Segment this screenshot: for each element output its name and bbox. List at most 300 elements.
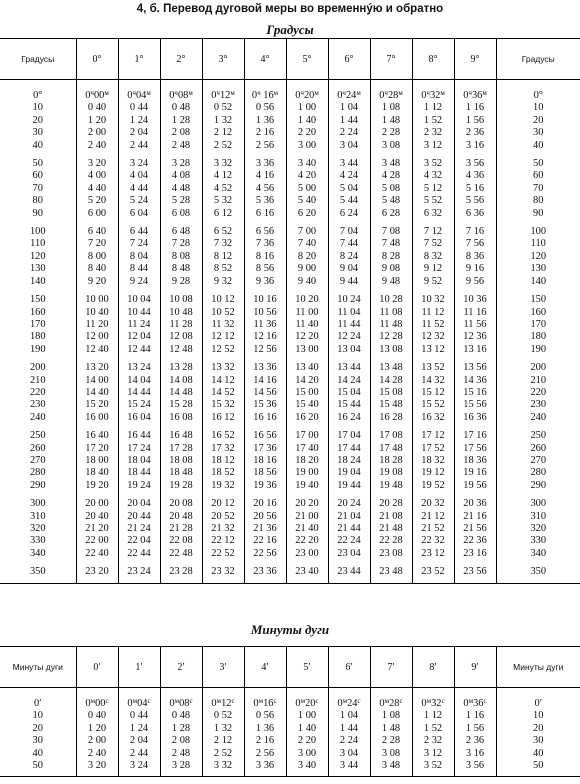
degrees-value-cell: 9 24 bbox=[118, 276, 160, 288]
minutes-spacer-cell bbox=[454, 772, 496, 777]
degrees-value-cell: 12 40 bbox=[76, 344, 118, 356]
degrees-value-cell: 20 08 bbox=[160, 498, 202, 510]
degrees-value-cell: 16 56 bbox=[244, 430, 286, 442]
minutes-table bbox=[0, 646, 580, 777]
degrees-value-cell: 15 32 bbox=[202, 399, 244, 411]
degrees-value-cell: 12 24 bbox=[328, 331, 370, 343]
degrees-column-header: 1° bbox=[118, 39, 160, 80]
degrees-value-cell: 11 00 bbox=[286, 307, 328, 319]
degrees-row-label: 270 bbox=[29, 454, 46, 466]
minutes-spacer-cell bbox=[244, 772, 286, 777]
degrees-value-cell: 5 48 bbox=[370, 195, 412, 207]
degrees-row-label: 140 bbox=[29, 275, 46, 287]
degrees-value-cell: 15 28 bbox=[160, 399, 202, 411]
degrees-value-cell: 9 48 bbox=[370, 276, 412, 288]
degrees-value-cell: 5 00 bbox=[286, 183, 328, 195]
degrees-value-cell: 6 52 bbox=[202, 226, 244, 238]
minutes-value-cell: 3 40 bbox=[286, 760, 328, 772]
degrees-value-cell: 18 32 bbox=[412, 455, 454, 467]
degrees-spacer-cell bbox=[412, 579, 454, 584]
degrees-value-cell: 5 12 bbox=[412, 183, 454, 195]
degrees-value-cell: 2 36 bbox=[454, 127, 496, 139]
degrees-spacer-row bbox=[0, 80, 580, 91]
degrees-value-cell: 20 04 bbox=[118, 498, 160, 510]
degrees-value-cell: 19 12 bbox=[412, 467, 454, 479]
degrees-value-cell: 9 12 bbox=[412, 263, 454, 275]
degrees-value-cell: 18 04 bbox=[118, 455, 160, 467]
degrees-value-cell: 23 28 bbox=[160, 566, 202, 578]
degrees-value-cell: 7 48 bbox=[370, 238, 412, 250]
degrees-value-cell: 4 12 bbox=[202, 170, 244, 182]
degrees-row-label-right: 100 bbox=[496, 226, 580, 238]
degrees-value-cell: 19 24 bbox=[118, 480, 160, 492]
degrees-row bbox=[0, 399, 580, 411]
degrees-value-cell: 16 36 bbox=[454, 412, 496, 424]
degrees-value-cell: 0 40 bbox=[76, 102, 118, 114]
degrees-value-cell: 6 44 bbox=[118, 226, 160, 238]
degrees-value-cell: 1 44 bbox=[328, 115, 370, 127]
degrees-value-cell: 8 08 bbox=[160, 251, 202, 263]
degrees-value-cell: 7 44 bbox=[328, 238, 370, 250]
degrees-value-cell: 3 40 bbox=[286, 158, 328, 170]
minutes-row-label: 50 bbox=[32, 760, 43, 772]
minutes-value-cell: 1 56 bbox=[454, 723, 496, 735]
degrees-value-cell: 14 44 bbox=[118, 387, 160, 399]
degrees-value-cell: 17 32 bbox=[202, 443, 244, 455]
minutes-row-label: 20 bbox=[32, 722, 43, 734]
degrees-row bbox=[0, 535, 580, 547]
degrees-row-label: 150 bbox=[29, 294, 46, 306]
degrees-value-cell: 18 56 bbox=[244, 467, 286, 479]
degrees-value-cell: 5 24 bbox=[118, 195, 160, 207]
minutes-value-cell: 2 04 bbox=[118, 735, 160, 747]
degrees-value-cell: 2 28 bbox=[370, 127, 412, 139]
degrees-value-cell: 22 32 bbox=[412, 535, 454, 547]
degrees-row bbox=[0, 430, 580, 442]
degrees-value-cell: 4 20 bbox=[286, 170, 328, 182]
minutes-value-cell: 1 12 bbox=[412, 710, 454, 722]
degrees-value-cell: $0^ч24^м$ bbox=[328, 90, 370, 102]
degrees-row-label: 30 bbox=[32, 127, 43, 139]
degrees-header-row bbox=[0, 39, 580, 80]
degrees-value-cell: 15 52 bbox=[412, 399, 454, 411]
degrees-row-label: 340 bbox=[29, 547, 46, 559]
degrees-value-cell: $0^ч36^м$ bbox=[454, 90, 496, 102]
minutes-value-cell: 1 20 bbox=[76, 723, 118, 735]
minutes-value-cell: 2 08 bbox=[160, 735, 202, 747]
degrees-value-cell: 22 12 bbox=[202, 535, 244, 547]
degrees-value-cell: 20 32 bbox=[412, 498, 454, 510]
minutes-spacer-cell bbox=[454, 688, 496, 699]
degrees-value-cell: 9 52 bbox=[412, 276, 454, 288]
degrees-value-cell: 16 08 bbox=[160, 412, 202, 424]
degrees-row bbox=[0, 387, 580, 399]
degrees-row-label: 220 bbox=[29, 386, 46, 398]
degrees-row bbox=[0, 331, 580, 343]
minutes-spacer-cell bbox=[412, 772, 454, 777]
degrees-value-cell: 11 40 bbox=[286, 319, 328, 331]
minutes-value-cell: 3 00 bbox=[286, 748, 328, 760]
minutes-spacer-cell bbox=[496, 688, 580, 699]
minutes-spacer-cell bbox=[76, 688, 118, 699]
minutes-subtitle: Минуты дуги bbox=[250, 622, 330, 637]
minutes-left-header: Минуты дуги bbox=[0, 647, 76, 688]
degrees-value-cell: 4 52 bbox=[202, 183, 244, 195]
degrees-value-cell: $0^ч20^м$ bbox=[286, 90, 328, 102]
degrees-value-cell: 1 12 bbox=[412, 102, 454, 114]
minutes-spacer-cell bbox=[370, 688, 412, 699]
degrees-row-label-right: 70 bbox=[496, 183, 580, 195]
degrees-value-cell: 0 56 bbox=[244, 102, 286, 114]
degrees-value-cell: 17 40 bbox=[286, 443, 328, 455]
minutes-spacer-cell bbox=[118, 688, 160, 699]
degrees-value-cell: 10 48 bbox=[160, 307, 202, 319]
degrees-value-cell: 14 48 bbox=[160, 387, 202, 399]
degrees-row-label-right: 20 bbox=[496, 115, 580, 127]
minutes-value-cell: 3 52 bbox=[412, 760, 454, 772]
degrees-spacer-cell bbox=[0, 579, 76, 584]
degrees-row bbox=[0, 127, 580, 139]
degrees-value-cell: 4 28 bbox=[370, 170, 412, 182]
minutes-row bbox=[0, 723, 580, 735]
degrees-row-label-right: 220 bbox=[496, 387, 580, 399]
degrees-value-cell: 21 28 bbox=[160, 523, 202, 535]
degrees-spacer-cell bbox=[118, 80, 160, 91]
degrees-value-cell: $0^ч32^м$ bbox=[412, 90, 454, 102]
degrees-value-cell: 21 56 bbox=[454, 523, 496, 535]
degrees-value-cell: 8 00 bbox=[76, 251, 118, 263]
degrees-value-cell: 8 36 bbox=[454, 251, 496, 263]
minutes-column-header: 5′ bbox=[286, 647, 328, 688]
degrees-value-cell: 22 00 bbox=[76, 535, 118, 547]
degrees-value-cell: 2 00 bbox=[76, 127, 118, 139]
degrees-row-label: 120 bbox=[29, 250, 46, 262]
degrees-value-cell: 15 44 bbox=[328, 399, 370, 411]
degrees-row-label: 40 bbox=[32, 139, 43, 151]
degrees-row-label-right: 340 bbox=[496, 548, 580, 560]
degrees-row-label: 10 bbox=[32, 102, 43, 114]
degrees-value-cell: $0^ч08^м$ bbox=[160, 90, 202, 102]
degrees-value-cell: 10 36 bbox=[454, 294, 496, 306]
minutes-row bbox=[0, 760, 580, 772]
degrees-column-header: 2° bbox=[160, 39, 202, 80]
degrees-value-cell: 6 00 bbox=[76, 208, 118, 220]
degrees-column-header: 3° bbox=[202, 39, 244, 80]
degrees-value-cell: 17 04 bbox=[328, 430, 370, 442]
degrees-row-label-right: 300 bbox=[496, 498, 580, 510]
degrees-row-label: 160 bbox=[29, 306, 46, 318]
degrees-value-cell: 4 44 bbox=[118, 183, 160, 195]
degrees-value-cell: 13 40 bbox=[286, 362, 328, 374]
degrees-row-label-right: 10 bbox=[496, 102, 580, 114]
degrees-value-cell: 6 36 bbox=[454, 208, 496, 220]
degrees-row-label: 300 bbox=[29, 498, 46, 510]
minutes-spacer-cell bbox=[496, 772, 580, 777]
degrees-row bbox=[0, 102, 580, 114]
degrees-value-cell: 14 20 bbox=[286, 375, 328, 387]
degrees-row-label-right: 230 bbox=[496, 399, 580, 411]
degrees-row-label-right: 320 bbox=[496, 523, 580, 535]
minutes-spacer-row bbox=[0, 688, 580, 699]
minutes-row-label: 0′ bbox=[34, 698, 42, 709]
minutes-value-cell: 2 36 bbox=[454, 735, 496, 747]
degrees-value-cell: 22 24 bbox=[328, 535, 370, 547]
degrees-value-cell: 5 40 bbox=[286, 195, 328, 207]
minutes-value-cell: 3 28 bbox=[160, 760, 202, 772]
degrees-value-cell: 9 56 bbox=[454, 276, 496, 288]
degrees-value-cell: 11 24 bbox=[118, 319, 160, 331]
degrees-value-cell: 19 20 bbox=[76, 480, 118, 492]
degrees-value-cell: 8 32 bbox=[412, 251, 454, 263]
degrees-value-cell: 20 20 bbox=[286, 498, 328, 510]
minutes-value-cell: 0 44 bbox=[118, 710, 160, 722]
degrees-row-label-right: 310 bbox=[496, 511, 580, 523]
degrees-value-cell: 16 16 bbox=[244, 412, 286, 424]
minutes-value-cell: 2 16 bbox=[244, 735, 286, 747]
degrees-spacer-cell bbox=[454, 80, 496, 91]
degrees-value-cell: 9 08 bbox=[370, 263, 412, 275]
degrees-value-cell: 13 48 bbox=[370, 362, 412, 374]
minutes-value-cell: 3 48 bbox=[370, 760, 412, 772]
degrees-spacer-cell bbox=[496, 80, 580, 91]
degrees-value-cell: 21 36 bbox=[244, 523, 286, 535]
degrees-spacer-cell bbox=[412, 80, 454, 91]
degrees-row bbox=[0, 480, 580, 492]
degrees-value-cell: 11 12 bbox=[412, 307, 454, 319]
degrees-value-cell: 9 40 bbox=[286, 276, 328, 288]
degrees-value-cell: 14 12 bbox=[202, 375, 244, 387]
degrees-value-cell: 18 40 bbox=[76, 467, 118, 479]
degrees-value-cell: 4 24 bbox=[328, 170, 370, 182]
minutes-value-cell: 1 24 bbox=[118, 723, 160, 735]
degrees-row bbox=[0, 412, 580, 424]
minutes-spacer-cell bbox=[328, 772, 370, 777]
degrees-value-cell: 6 56 bbox=[244, 226, 286, 238]
degrees-value-cell: 22 36 bbox=[454, 535, 496, 547]
degrees-spacer-cell bbox=[454, 579, 496, 584]
degrees-spacer-cell bbox=[76, 579, 118, 584]
degrees-value-cell: 23 16 bbox=[454, 548, 496, 560]
degrees-row bbox=[0, 158, 580, 170]
minutes-spacer-cell bbox=[160, 772, 202, 777]
degrees-spacer-row bbox=[0, 579, 580, 584]
degrees-value-cell: 2 24 bbox=[328, 127, 370, 139]
degrees-value-cell: 9 36 bbox=[244, 276, 286, 288]
degrees-value-cell: 13 16 bbox=[454, 344, 496, 356]
degrees-value-cell: 7 32 bbox=[202, 238, 244, 250]
degrees-spacer-cell bbox=[328, 80, 370, 91]
degrees-row-label-right: 270 bbox=[496, 455, 580, 467]
degrees-value-cell: 3 16 bbox=[454, 140, 496, 152]
minutes-spacer-cell bbox=[244, 688, 286, 699]
minutes-body bbox=[0, 688, 580, 777]
degrees-row-label-right: 250 bbox=[496, 430, 580, 442]
degrees-row bbox=[0, 319, 580, 331]
degrees-value-cell: 15 56 bbox=[454, 399, 496, 411]
minutes-spacer-cell bbox=[286, 688, 328, 699]
minutes-row-label: 40 bbox=[32, 747, 43, 759]
degrees-value-cell: 18 20 bbox=[286, 455, 328, 467]
degrees-value-cell: 5 32 bbox=[202, 195, 244, 207]
degrees-value-cell: 21 20 bbox=[76, 523, 118, 535]
degrees-value-cell: 21 24 bbox=[118, 523, 160, 535]
minutes-value-cell: 3 08 bbox=[370, 748, 412, 760]
degrees-value-cell: 21 08 bbox=[370, 511, 412, 523]
degrees-left-header: Градусы bbox=[0, 39, 76, 80]
degrees-value-cell: 14 28 bbox=[370, 375, 412, 387]
degrees-value-cell: 19 08 bbox=[370, 467, 412, 479]
degrees-row-label-right: 40 bbox=[496, 140, 580, 152]
degrees-value-cell: 11 32 bbox=[202, 319, 244, 331]
degrees-value-cell: 14 08 bbox=[160, 375, 202, 387]
minutes-value-cell: $0^м08^с$ bbox=[160, 698, 202, 710]
degrees-row bbox=[0, 362, 580, 374]
degrees-value-cell: 21 16 bbox=[454, 511, 496, 523]
degrees-row bbox=[0, 140, 580, 152]
degrees-value-cell: 7 12 bbox=[412, 226, 454, 238]
degrees-value-cell: 6 20 bbox=[286, 208, 328, 220]
degrees-value-cell: 10 56 bbox=[244, 307, 286, 319]
degrees-value-cell: 16 04 bbox=[118, 412, 160, 424]
degrees-value-cell: 14 52 bbox=[202, 387, 244, 399]
degrees-value-cell: 19 48 bbox=[370, 480, 412, 492]
degrees-value-cell: 22 48 bbox=[160, 548, 202, 560]
minutes-value-cell: 3 04 bbox=[328, 748, 370, 760]
minutes-spacer-cell bbox=[0, 772, 76, 777]
degrees-value-cell: 23 32 bbox=[202, 566, 244, 578]
minutes-spacer-cell bbox=[412, 688, 454, 699]
degrees-value-cell: 19 36 bbox=[244, 480, 286, 492]
degrees-value-cell: 19 40 bbox=[286, 480, 328, 492]
degrees-value-cell: 1 32 bbox=[202, 115, 244, 127]
degrees-value-cell: 8 24 bbox=[328, 251, 370, 263]
minutes-value-cell: 1 00 bbox=[286, 710, 328, 722]
degrees-row-label: 210 bbox=[29, 374, 46, 386]
degrees-row-label: 0° bbox=[33, 90, 43, 101]
degrees-row-label: 170 bbox=[29, 318, 46, 330]
degrees-value-cell: 22 20 bbox=[286, 535, 328, 547]
degrees-value-cell: 20 44 bbox=[118, 511, 160, 523]
minutes-value-cell: $0^м32^с$ bbox=[412, 698, 454, 710]
degrees-value-cell: 1 40 bbox=[286, 115, 328, 127]
degrees-value-cell: 13 52 bbox=[412, 362, 454, 374]
degrees-spacer-cell bbox=[328, 579, 370, 584]
minutes-value-cell: 3 44 bbox=[328, 760, 370, 772]
degrees-row-label-right: 130 bbox=[496, 263, 580, 275]
degrees-value-cell: 7 52 bbox=[412, 238, 454, 250]
minutes-row-label-right: 0′ bbox=[496, 698, 580, 710]
degrees-value-cell: 23 52 bbox=[412, 566, 454, 578]
degrees-value-cell: 12 52 bbox=[202, 344, 244, 356]
degrees-value-cell: 10 24 bbox=[328, 294, 370, 306]
degrees-value-cell: 20 40 bbox=[76, 511, 118, 523]
degrees-value-cell: 23 24 bbox=[118, 566, 160, 578]
minutes-value-cell: 3 16 bbox=[454, 748, 496, 760]
degrees-row-label-right: 210 bbox=[496, 375, 580, 387]
degrees-spacer-cell bbox=[496, 579, 580, 584]
degrees-value-cell: 8 12 bbox=[202, 251, 244, 263]
minutes-row-label-right: 20 bbox=[496, 723, 580, 735]
degrees-value-cell: 17 28 bbox=[160, 443, 202, 455]
degrees-value-cell: 13 12 bbox=[412, 344, 454, 356]
minutes-value-cell: 3 36 bbox=[244, 760, 286, 772]
degrees-spacer-cell bbox=[118, 579, 160, 584]
degrees-value-cell: 17 16 bbox=[454, 430, 496, 442]
minutes-value-cell: 1 08 bbox=[370, 710, 412, 722]
degrees-value-cell: 22 04 bbox=[118, 535, 160, 547]
degrees-value-cell: 7 28 bbox=[160, 238, 202, 250]
degrees-value-cell: 16 44 bbox=[118, 430, 160, 442]
degrees-value-cell: 14 24 bbox=[328, 375, 370, 387]
degrees-value-cell: 8 16 bbox=[244, 251, 286, 263]
degrees-value-cell: 20 16 bbox=[244, 498, 286, 510]
degrees-value-cell: 11 56 bbox=[454, 319, 496, 331]
degrees-value-cell: 12 00 bbox=[76, 331, 118, 343]
degrees-value-cell: 10 28 bbox=[370, 294, 412, 306]
degrees-value-cell: 9 16 bbox=[454, 263, 496, 275]
degrees-value-cell: 19 44 bbox=[328, 480, 370, 492]
degrees-value-cell: 11 48 bbox=[370, 319, 412, 331]
degrees-value-cell: 8 56 bbox=[244, 263, 286, 275]
degrees-row-label: 330 bbox=[29, 535, 46, 547]
degrees-row-label-right: 350 bbox=[496, 566, 580, 578]
minutes-value-cell: 2 20 bbox=[286, 735, 328, 747]
degrees-spacer-cell bbox=[202, 80, 244, 91]
degrees-value-cell: 16 24 bbox=[328, 412, 370, 424]
minutes-column-header: 3′ bbox=[202, 647, 244, 688]
degrees-spacer-cell bbox=[286, 80, 328, 91]
degrees-value-cell: 5 04 bbox=[328, 183, 370, 195]
degrees-value-cell: 23 36 bbox=[244, 566, 286, 578]
degrees-value-cell: 8 48 bbox=[160, 263, 202, 275]
minutes-value-cell: 1 32 bbox=[202, 723, 244, 735]
minutes-spacer-row bbox=[0, 772, 580, 777]
degrees-value-cell: 3 44 bbox=[328, 158, 370, 170]
minutes-value-cell: 0 40 bbox=[76, 710, 118, 722]
degrees-value-cell: 22 44 bbox=[118, 548, 160, 560]
degrees-value-cell: 23 40 bbox=[286, 566, 328, 578]
degrees-value-cell: 7 40 bbox=[286, 238, 328, 250]
degrees-value-cell: 7 00 bbox=[286, 226, 328, 238]
degrees-value-cell: 22 40 bbox=[76, 548, 118, 560]
degrees-value-cell: 19 56 bbox=[454, 480, 496, 492]
degrees-value-cell: 13 00 bbox=[286, 344, 328, 356]
minutes-value-cell: 2 56 bbox=[244, 748, 286, 760]
degrees-value-cell: 9 00 bbox=[286, 263, 328, 275]
minutes-header-row bbox=[0, 647, 580, 688]
minutes-value-cell: 0 48 bbox=[160, 710, 202, 722]
degrees-value-cell: 18 12 bbox=[202, 455, 244, 467]
degrees-value-cell: 3 32 bbox=[202, 158, 244, 170]
minutes-spacer-cell bbox=[0, 688, 76, 699]
degrees-column-header: 9° bbox=[454, 39, 496, 80]
degrees-value-cell: 2 52 bbox=[202, 140, 244, 152]
minutes-value-cell: 2 52 bbox=[202, 748, 244, 760]
minutes-row bbox=[0, 748, 580, 760]
degrees-row-label: 90 bbox=[32, 207, 43, 219]
degrees-value-cell: $0^ч28^м$ bbox=[370, 90, 412, 102]
degrees-value-cell: 2 48 bbox=[160, 140, 202, 152]
degrees-row bbox=[0, 498, 580, 510]
minutes-value-cell: 1 28 bbox=[160, 723, 202, 735]
degrees-column-header: 8° bbox=[412, 39, 454, 80]
degrees-value-cell: 2 56 bbox=[244, 140, 286, 152]
degrees-value-cell: 8 44 bbox=[118, 263, 160, 275]
minutes-row-label-right: 10 bbox=[496, 710, 580, 722]
degrees-row-label: 200 bbox=[29, 362, 46, 374]
minutes-row-label-right: 40 bbox=[496, 748, 580, 760]
degrees-spacer-cell bbox=[370, 579, 412, 584]
